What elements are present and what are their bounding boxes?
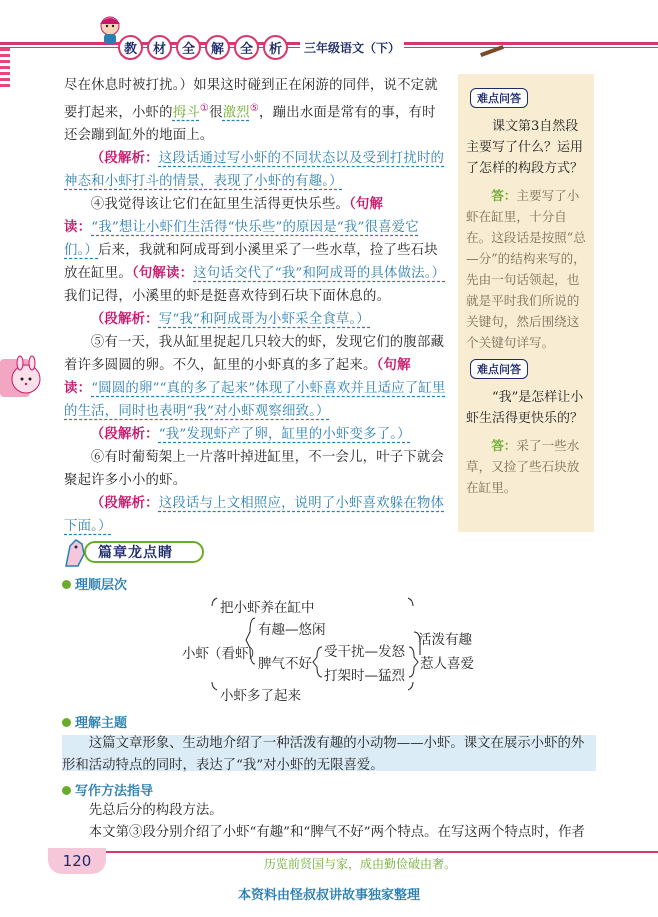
brand-char: 全 xyxy=(176,35,201,60)
qa-answer: 答：采了一些水草，又捡了些石块放在缸里。 xyxy=(466,438,580,495)
diagram-node-dajia: 打架时—猛烈 xyxy=(324,668,405,684)
grade-label: 三年级语文（下） xyxy=(300,39,404,56)
paragraph-5: ⑤有一天，我从缸里捉起几只较大的虾，发现它们的腹部藏着许多圆圆的卵。不久，缸里的小虾真的多了起来。（句解读：“圆圆的卵”“真的多了起来”体现了小虾喜欢并且适应了缸里的生活，同时也表明“我”对小虾观察细致。） xyxy=(64,335,446,420)
section-title: 写作方法指导 xyxy=(62,780,153,799)
diagram-node-top: 把小虾养在缸中 xyxy=(220,600,315,616)
brand-char: 析 xyxy=(263,35,288,60)
qa-sidebar xyxy=(458,74,594,532)
diagram-node-piqi: 脾气不好 xyxy=(258,656,312,672)
page-number: 120 xyxy=(48,848,106,874)
analysis-note: （段解析：“我”发现虾产了卵，缸里的小虾变多了。） xyxy=(90,427,411,443)
bunny-mascot-icon xyxy=(0,355,46,401)
watermark-text: 本资料由怪叔叔讲故事独家整理 xyxy=(237,888,420,903)
method-line: 本文第③段分别介绍了小虾“有趣”和“脾气不好”两个特点。在写这两个特点时，作者 xyxy=(88,825,585,840)
paragraph-4: ④我觉得该让它们在缸里生活得更快乐些。（句解读：“我”想让小虾们生活得“快乐些”的原因是“我”很喜爱它们。）后来，我就和阿成哥到小溪里采了一些水草，捡了些石块放在缸里。（句解读：这句话交代了“我”和阿成哥的具体做法。）我们记得，小溪里的虾是挺喜欢待到石块下面休息的。 xyxy=(64,197,446,305)
brand-char: 材 xyxy=(147,35,172,60)
qa-answer: 答：主要写了小虾在缸里，十分自在。这段话是按照“总—分”的结构来写的，先由一句话领起，也就是平时我们所说的关键句，然后围绕这个关键句详写。 xyxy=(466,188,586,350)
section-title: 理解主题 xyxy=(62,712,127,731)
analysis-note: （段解析：这段话通过写小虾的不同状态以及受到打扰时的神态和小虾打斗的情景，表现了小虾的有趣。） xyxy=(64,151,445,190)
bullet-icon xyxy=(62,786,71,795)
footer-motto: 历览前贤国与家，成由勤俭破由奢。 xyxy=(264,857,457,871)
diagram-brace xyxy=(408,598,413,606)
diagram-node-root: 小虾 xyxy=(182,646,209,662)
diagram-brace xyxy=(212,598,217,606)
diagram-brace xyxy=(313,647,322,677)
qa-tag: 难点问答 xyxy=(470,88,528,108)
diagram-node-bottom: 小虾多了起来 xyxy=(220,688,301,704)
bullet-icon xyxy=(62,580,71,589)
diagram-node-youqu: 有趣—悠闲 xyxy=(258,622,326,638)
chapter-banner-title: 篇章龙点睛 xyxy=(84,541,204,563)
paragraph-6: ⑥有时葡萄架上一片落叶掉进缸里，不一会儿，叶子下就会聚起许多小小的虾。 xyxy=(64,450,445,489)
diagram-node-kanxia: （看虾） xyxy=(208,646,262,662)
brand-char: 教 xyxy=(118,35,143,60)
reading-text xyxy=(64,74,446,538)
analysis-note: （段解析：写“我”和阿成哥为小虾采全食草。） xyxy=(90,312,370,328)
diagram-node-rexi: 惹人喜爱 xyxy=(420,656,474,672)
keyword: 拇斗 xyxy=(172,105,200,121)
chapter-banner xyxy=(62,538,212,568)
diagram-node-shou: 受干扰—发怒 xyxy=(324,644,405,660)
section-title: 理顺层次 xyxy=(62,574,127,593)
footer-rule xyxy=(62,851,658,853)
diagram-node-huopo: 活泼有趣 xyxy=(418,632,472,648)
qa-question: “我”是怎样让小虾生活得更快乐的？ xyxy=(466,390,584,426)
diagram-brace xyxy=(409,647,418,677)
brand-char: 解 xyxy=(205,35,230,60)
bullet-icon xyxy=(62,718,71,727)
qa-tag: 难点问答 xyxy=(470,359,528,379)
diagram-brace xyxy=(212,682,217,690)
paragraph-3-end: 尽在休息时被打扰。）如果这时碰到正在闲游的同伴，说不定就要打起来，小虾的拇斗①很激烈⑤，蹦出水面是常有的事，有时还会蹦到缸外的地面上。 xyxy=(64,78,438,144)
keyword: 激烈 xyxy=(222,105,250,121)
header-title xyxy=(118,33,404,61)
diagram-brace xyxy=(408,682,413,690)
qa-question: 课文第3自然段主要写了什么？运用了怎样的构段方式？ xyxy=(466,119,584,176)
left-stripe-decoration xyxy=(0,48,10,90)
theme-text: 这篇文章形象、生动地介绍了一种活泼有趣的小动物——小虾。课文在展示小虾的外形和活动特点的同时，表达了“我”对小虾的无限喜爱。 xyxy=(62,736,585,773)
brand-char: 全 xyxy=(234,35,259,60)
analysis-note: （段解析：这段话与上文相照应，说明了小虾喜欢躲在物体下面。） xyxy=(64,496,445,535)
method-line: 先总后分的构段方法。 xyxy=(88,803,223,818)
